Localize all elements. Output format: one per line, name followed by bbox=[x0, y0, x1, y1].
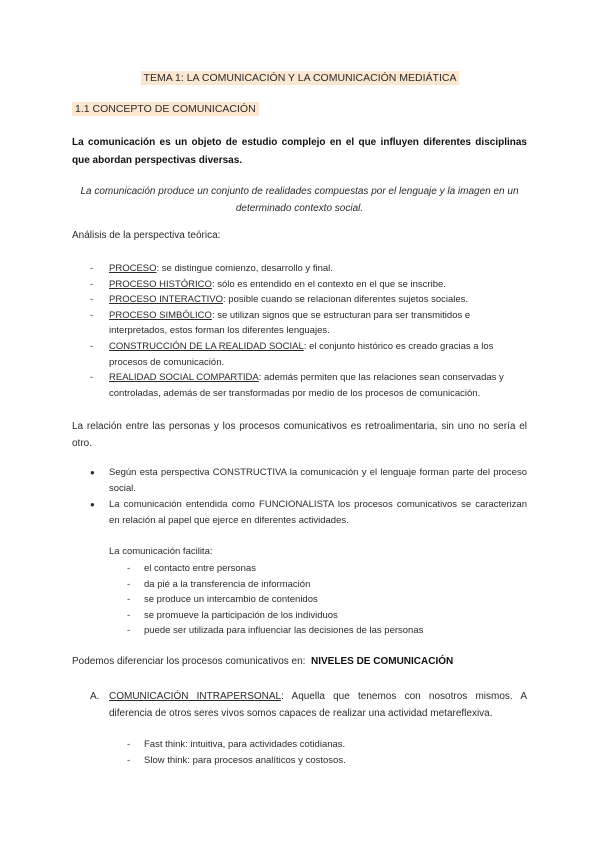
perspective-bullets bbox=[90, 465, 527, 529]
intrapersonal-item: A. COMUNICACIÓN INTRAPERSONAL: Aquella que tenemos con nosotros mismos. A diferencia de otros seres vivos somos capaces de realizar una actividad metareflexiva. bbox=[90, 688, 527, 722]
document-title: TEMA 1: LA COMUNICACIÓN Y LA COMUNICACIÓN MEDIÁTICA bbox=[0, 72, 600, 84]
list-item: - se produce un intercambio de contenidos bbox=[127, 592, 527, 608]
list-item: - da pié a la transferencia de información bbox=[127, 577, 527, 593]
levels-heading: NIVELES DE COMUNICACIÓN bbox=[311, 656, 454, 667]
section-heading: 1.1 CONCEPTO DE COMUNICACIÓN bbox=[72, 103, 259, 115]
theory-list bbox=[90, 261, 527, 401]
intro-paragraph: La comunicación es un objeto de estudio complejo en el que influyen diferentes disciplinas que abordan perspectivas diversas. bbox=[72, 137, 527, 166]
levels-paragraph: Podemos diferenciar los procesos comunicativos en: NIVELES DE COMUNICACIÓN bbox=[72, 656, 454, 667]
list-item: - Slow think: para procesos analíticos y costosos. bbox=[127, 753, 527, 769]
list-item: - PROCESO INTERACTIVO: posible cuando se relacionan diferentes sujetos sociales. bbox=[90, 292, 527, 308]
list-item: - se promueve la participación de los individuos bbox=[127, 608, 527, 624]
list-item: - el contacto entre personas bbox=[127, 561, 527, 577]
list-item: - PROCESO: se distingue comienzo, desarrollo y final. bbox=[90, 261, 527, 277]
list-item: - CONSTRUCCIÓN DE LA REALIDAD SOCIAL: el conjunto histórico es creado gracias a los procesos de comunicación. bbox=[90, 339, 527, 370]
relation-paragraph: La relación entre las personas y los procesos comunicativos es retroalimentaria, sin uno no sería el otro. bbox=[72, 421, 527, 449]
list-item: ● Según esta perspectiva CONSTRUCTIVA la comunicación y el lenguaje forman parte del proceso social. bbox=[90, 465, 527, 497]
list-marker: A. bbox=[90, 691, 100, 702]
list-item: - PROCESO SIMBÓLICO: se utilizan signos que se estructuran para ser transmitidos e interpretados, estos forman los diferentes lenguajes. bbox=[90, 308, 527, 339]
facilita-label: La comunicación facilita: bbox=[109, 546, 213, 557]
list-item: - Fast think: intuitiva, para actividades cotidianas. bbox=[127, 737, 527, 753]
list-item: ● La comunicación entendida como FUNCIONALISTA los procesos comunicativos se caracterizan en relación al papel que ejerce en diferentes actividades. bbox=[90, 497, 527, 529]
facilita-list bbox=[127, 561, 527, 639]
list-item: - REALIDAD SOCIAL COMPARTIDA: además permiten que las relaciones sean conservadas y controladas, además de ser transformadas por medio de los procesos de comunicación. bbox=[90, 370, 527, 401]
think-list bbox=[127, 737, 527, 768]
definition-quote: La comunicación produce un conjunto de realidades compuestas por el lenguaje y la imagen en un determinado contexto social. bbox=[80, 186, 519, 214]
list-item: - puede ser utilizada para influenciar las decisiones de las personas bbox=[127, 623, 527, 639]
list-item: - PROCESO HISTÓRICO: sólo es entendido en el contexto en el que se inscribe. bbox=[90, 277, 527, 293]
analysis-label: Análisis de la perspectiva teórica: bbox=[72, 230, 221, 241]
